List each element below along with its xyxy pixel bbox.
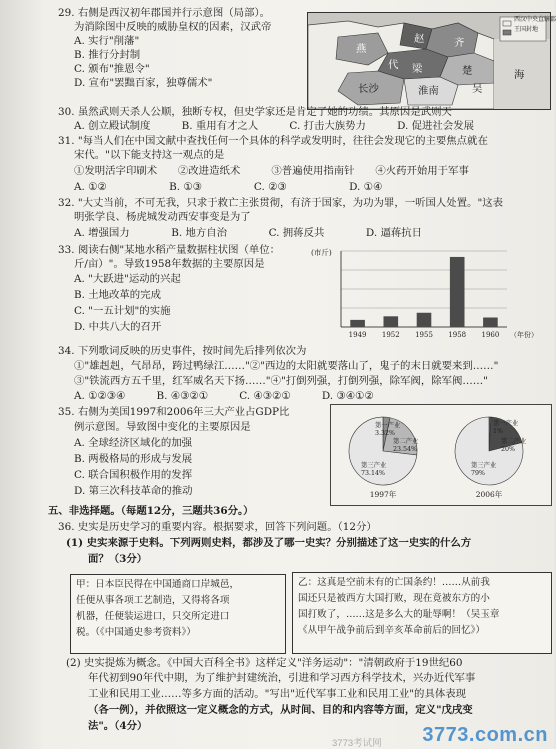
map-label: 吴 bbox=[472, 83, 483, 95]
pie-title: 1997年 bbox=[369, 490, 397, 499]
x-tick-label: 1952 bbox=[381, 331, 400, 339]
pie-slice-label: 23.54% bbox=[393, 446, 418, 453]
x-axis-label: （年份） bbox=[510, 331, 538, 339]
map-label: 齐 bbox=[454, 37, 465, 49]
q32-stem-2: 明张学良、杨虎城发动西安事变是为了 bbox=[74, 211, 251, 223]
map-label: 海 bbox=[514, 69, 525, 81]
q31-options: A. ①② B. ①③ C. ②③ D. ①④ bbox=[74, 181, 383, 193]
q36-part2-2: 年代初到90年代中期，为了维护封建统治，引进和学习西方科学技术，兴办近代军事 bbox=[88, 672, 476, 684]
q35-option-b: B. 两极格局的形成与发展 bbox=[74, 453, 193, 465]
q34-options: A. ①②③④ B. ④③②① C. ④③②① D. ③④①② bbox=[74, 390, 374, 402]
q35-option-a: A. 全球经济区域化的加强 bbox=[74, 437, 193, 449]
q34-item-3-4: ③"铁流西方五千里，红军威名天下扬……"④"打倒列强，打倒列强，除军阀，除军阀……" bbox=[74, 375, 488, 387]
bar bbox=[450, 257, 465, 327]
source-b-line: 国还只是被西方大国打败，现在竟被东方的小 bbox=[298, 593, 490, 604]
q35-stem-2: 例示意图。导致图中变化的主要原因是 bbox=[74, 421, 251, 433]
q33-stem-2: 斤/亩）"。导致1958年数据的主要原因是 bbox=[74, 258, 265, 270]
q36-part2-3: 工业和民用工业……等多方面的活动。"写出"近代军事工业和民用工业"的具体表现 bbox=[88, 688, 467, 700]
map-label: 赵 bbox=[414, 33, 425, 45]
q31-items: ①发明活字印刷术 ②改进造纸术 ③普遍使用指南针 ④火药开始用于军事 bbox=[74, 165, 469, 177]
q33-option-d: D. 中共八大的召开 bbox=[74, 321, 162, 333]
pie-slice-label: 第一产业 bbox=[493, 420, 519, 427]
map-label: 代 bbox=[388, 59, 399, 71]
q31-stem-2: 宋代。"以下能支持这一观点的是 bbox=[74, 149, 225, 161]
q35-option-d: D. 第三次科技革命的推动 bbox=[74, 485, 193, 497]
pie-slice-label: 20% bbox=[501, 446, 515, 453]
pie-slice-label: 第一产业 bbox=[375, 422, 401, 429]
source-a-line: 税。（《中国通史参考资料》） bbox=[76, 627, 196, 638]
q33-option-b: B. 土地改革的完成 bbox=[74, 289, 161, 301]
q29-stem-2: 为消除图中反映的威胁皇权的因素，汉武帝 bbox=[74, 21, 272, 33]
pie-slice-label: 第三产业 bbox=[471, 462, 497, 469]
bar bbox=[350, 320, 365, 327]
q36-part1: (1) 史实来源于史料。下列两则史料，都涉及了哪一史实？分别描述了这一史实的什么方 bbox=[66, 537, 472, 549]
q33-option-c: C. "一五计划"的实施 bbox=[74, 305, 171, 317]
site-watermark-sub: 3773考试网 bbox=[332, 738, 382, 749]
pie-title: 2006年 bbox=[475, 490, 503, 499]
source-b-line: 乙：这真是空前未有的亡国条约！……从前我 bbox=[298, 577, 490, 588]
source-b-line: 国打败了，……这是多么大的耻辱啊！（吴玉章 bbox=[298, 609, 500, 620]
q29-option-c: C. 颁布"推恩令" bbox=[74, 63, 150, 75]
map-label: 淮南 bbox=[418, 85, 439, 97]
source-box-a bbox=[70, 574, 286, 654]
pie-slice-label: 第二产业 bbox=[501, 438, 527, 445]
bar bbox=[417, 313, 432, 327]
pie-slice-label: 73.14% bbox=[361, 470, 386, 477]
pie-charts-svg bbox=[331, 405, 551, 505]
q34-item-1-2: ①"雄赳赳，气昂昂，跨过鸭绿江……"②"西边的太阳就要落山了，鬼子的末日就要来到……" bbox=[74, 360, 499, 372]
pie-slice-label: 第三产业 bbox=[361, 462, 387, 469]
y-axis-label: (市斤) bbox=[311, 248, 332, 257]
q36-part2-5: 法"。（4分） bbox=[88, 720, 148, 732]
source-a-line: 甲：日本臣民得在中国通商口岸城邑， bbox=[76, 579, 240, 590]
q32-stem: 32. "大丈当前，不可无我，只求于救亡主张贯彻，有济于国家，为功为罪，一听国人处置。"这表 bbox=[58, 197, 504, 209]
x-tick-label: 1958 bbox=[448, 331, 467, 339]
bar bbox=[483, 318, 498, 328]
rice-yield-bar-chart bbox=[307, 243, 538, 343]
source-a-line: 任便从事各项工艺制造，又得将各项 bbox=[76, 595, 230, 606]
bar-chart-svg bbox=[307, 243, 538, 343]
section-heading: 五、非选择题。（每题12分，三题共36分。） bbox=[48, 505, 254, 517]
source-b-line: 《从甲午战争前后到辛亥革命前后的回忆》） bbox=[298, 625, 486, 636]
pie-slice-label: 1% bbox=[493, 428, 503, 435]
x-tick-label: 1960 bbox=[481, 331, 500, 339]
q33-stem: 33. 阅读右侧"某地水稻产量数据柱状图（单位： bbox=[58, 244, 281, 256]
q29-stem: 29. 右侧是西汉初年郡国并行示意图（局部）。 bbox=[58, 7, 271, 19]
q29-option-d: D. 宣布"罢黜百家，独尊儒术" bbox=[74, 77, 213, 89]
site-watermark: 3773.com.cn bbox=[422, 724, 548, 746]
map-legend-1: 西汉中央直辖郡 bbox=[514, 16, 556, 23]
bar bbox=[383, 316, 398, 327]
q30-stem: 30. 虽然武则天杀人公顺，独断专权，但史学家还是肯定了她的功绩。其原因是武则天 bbox=[58, 106, 452, 118]
q29-option-a: A. 实行"削藩" bbox=[74, 35, 140, 47]
q32-options: A. 增强国力 B. 地方自治 C. 拥蒋反共 D. 逼蒋抗日 bbox=[74, 227, 423, 239]
x-tick-label: 1955 bbox=[415, 331, 433, 339]
map-label: 燕 bbox=[356, 43, 367, 55]
map-label: 长沙 bbox=[358, 83, 379, 95]
pie-slice-label: 79% bbox=[471, 470, 485, 477]
q31-stem: 31. "每当人们在中国文献中查找任何一个具体的科学或发明时，往往会发现它的主要焦点就在 bbox=[58, 135, 488, 147]
source-a-line: 机器，任便装运进口，只交所定进口 bbox=[76, 611, 230, 622]
q36-part1-2: 面？（3分） bbox=[88, 553, 148, 565]
q29-option-b: B. 推行分封制 bbox=[74, 49, 141, 61]
source-box-b bbox=[292, 572, 552, 654]
map-label: 梁 bbox=[412, 63, 423, 75]
pie-slice-label: 第二产业 bbox=[393, 438, 419, 445]
han-map-figure bbox=[307, 12, 556, 110]
q35-option-c: C. 联合国积极作用的发挥 bbox=[74, 469, 193, 481]
gdp-pie-figure bbox=[330, 404, 552, 506]
q34-stem: 34. 下列歌词反映的历史事件，按时间先后排列依次为 bbox=[58, 345, 307, 357]
map-legend-2: 王国封地 bbox=[514, 26, 539, 33]
q30-options: A. 创立殿试制度 B. 重用有才之人 C. 打击大族势力 D. 促进社会发展 bbox=[74, 120, 474, 132]
q36-stem: 36. 史实是历史学习的重要内容。根据要求，回答下列问题。（12分） bbox=[58, 521, 377, 533]
pie-slice-label: 3.32% bbox=[375, 430, 396, 437]
q35-stem: 35. 右侧为美国1997和2006年三大产业占GDP比 bbox=[58, 406, 290, 418]
x-tick-label: 1949 bbox=[348, 331, 367, 339]
q36-part2-4: （各一例），并依照这一定义概念的方式，从时间、目的和内容等方面，定义"戊戌变 bbox=[88, 704, 473, 716]
q36-part2: (2) 史实提炼为概念。《中国大百科全书》这样定义"洋务运动"："清朝政府于19世纪60 bbox=[66, 657, 463, 669]
map-label: 楚 bbox=[462, 65, 473, 77]
q33-option-a: A. "大跃进"运动的兴起 bbox=[74, 273, 181, 285]
